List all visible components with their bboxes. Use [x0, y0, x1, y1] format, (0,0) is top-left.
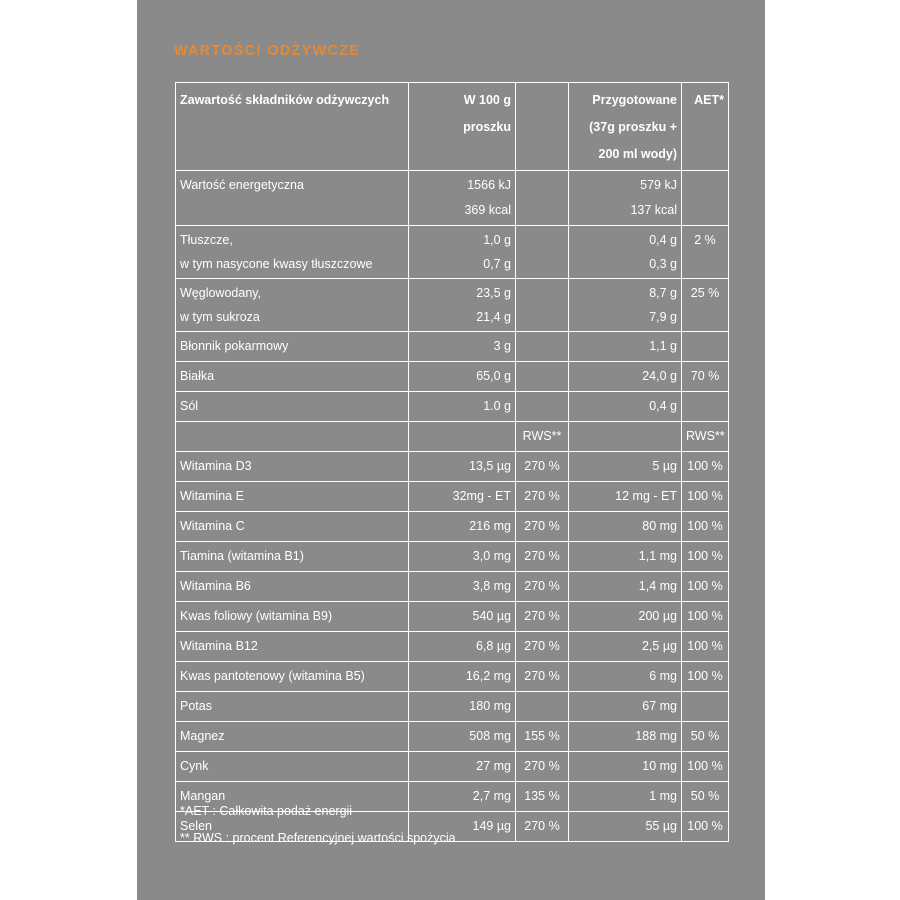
- aet-cell: 100 %: [682, 542, 729, 572]
- per-100g-cell-line: 1.0 g: [483, 399, 511, 413]
- rws-cell: [516, 171, 569, 226]
- aet-cell: 100 %: [682, 602, 729, 632]
- nutrient-name-cell-line: Tiamina (witamina B1): [180, 549, 304, 563]
- prepared-cell: [569, 812, 682, 842]
- table-header-row: [176, 83, 729, 171]
- rws-cell: [516, 362, 569, 392]
- nutrient-name-cell-line: Witamina B12: [180, 639, 258, 653]
- nutrient-name-cell-line: w tym sukroza: [180, 310, 260, 324]
- header-per-100g: [409, 83, 516, 171]
- per-100g-cell: [409, 572, 516, 602]
- per-100g-cell: [409, 279, 516, 332]
- nutrient-name-cell-line: Selen: [180, 819, 212, 833]
- prepared-cell-line: 579 kJ: [640, 178, 677, 192]
- rws-cell: [516, 692, 569, 722]
- per-100g-cell-line: 1566 kJ: [467, 178, 511, 192]
- prepared-cell-line: 24,0 g: [642, 369, 677, 383]
- rws-cell: [516, 392, 569, 422]
- rws-cell: 270 %: [516, 452, 569, 482]
- nutrient-name-cell: [176, 692, 409, 722]
- aet-cell: [682, 332, 729, 362]
- aet-cell: 50 %: [682, 722, 729, 752]
- per-100g-cell-line: 32mg - ET: [452, 489, 511, 503]
- prepared-cell: [569, 452, 682, 482]
- table-row: [176, 662, 729, 692]
- prepared-cell: [569, 171, 682, 226]
- nutrient-name-cell: [176, 512, 409, 542]
- prepared-cell-line: 55 µg: [645, 819, 677, 833]
- nutrient-name-cell: [176, 226, 409, 279]
- rws-cell: [516, 279, 569, 332]
- per-100g-cell-line: 3 g: [493, 339, 511, 353]
- prepared-cell-line: 0,4 g: [649, 233, 677, 247]
- nutrient-name-cell-line: w tym nasycone kwasy tłuszczowe: [180, 257, 373, 271]
- header-prepared: [569, 83, 682, 171]
- per-100g-cell-line: 369 kcal: [464, 203, 511, 217]
- prepared-cell-line: 200 µg: [638, 609, 677, 623]
- prepared-cell: [569, 279, 682, 332]
- prepared-cell: [569, 722, 682, 752]
- rws-cell: RWS**: [516, 422, 569, 452]
- table-row: [176, 362, 729, 392]
- table-row: [176, 332, 729, 362]
- nutrient-name-cell-line: Cynk: [180, 759, 209, 773]
- prepared-cell-line: 6 mg: [649, 669, 677, 683]
- prepared-cell: [569, 422, 682, 452]
- nutrient-name-cell-line: Witamina B6: [180, 579, 251, 593]
- header-prepared-line: Przygotowane: [592, 93, 677, 107]
- rws-cell: 135 %: [516, 782, 569, 812]
- prepared-cell-line: 2,5 µg: [641, 639, 677, 653]
- rws-cell: 270 %: [516, 482, 569, 512]
- nutrition-table: [175, 82, 729, 842]
- nutrient-name-cell: [176, 422, 409, 452]
- nutrient-name-cell-line: Mangan: [180, 789, 226, 803]
- prepared-cell: [569, 692, 682, 722]
- aet-cell: 100 %: [682, 452, 729, 482]
- prepared-cell: [569, 362, 682, 392]
- nutrient-name-cell-line: Kwas pantotenowy (witamina B5): [180, 669, 365, 683]
- header-per-100g-line: W 100 g: [463, 93, 511, 107]
- rws-cell: 270 %: [516, 662, 569, 692]
- per-100g-cell: [409, 752, 516, 782]
- nutrient-name-cell-line: Witamina D3: [180, 459, 252, 473]
- aet-cell: 100 %: [682, 632, 729, 662]
- prepared-cell-line: 1,1 mg: [638, 549, 677, 563]
- prepared-cell: [569, 602, 682, 632]
- per-100g-cell-line: 21,4 g: [476, 310, 511, 324]
- rws-cell: 270 %: [516, 632, 569, 662]
- aet-cell: 25 %: [682, 279, 729, 332]
- header-nutrient: Zawartość składników odżywczych: [176, 83, 409, 171]
- rws-cell: 270 %: [516, 602, 569, 632]
- per-100g-cell: [409, 512, 516, 542]
- per-100g-cell: [409, 226, 516, 279]
- nutrient-name-cell: [176, 752, 409, 782]
- nutrient-name-cell-line: Tłuszcze,: [180, 233, 233, 247]
- header-per-100g-line: proszku: [463, 120, 511, 134]
- prepared-cell-line: 7,9 g: [649, 310, 677, 324]
- prepared-cell: [569, 392, 682, 422]
- nutrient-name-cell: [176, 452, 409, 482]
- prepared-cell: [569, 572, 682, 602]
- nutrient-name-cell-line: Błonnik pokarmowy: [180, 339, 289, 353]
- nutrient-name-cell-line: Witamina E: [180, 489, 244, 503]
- aet-cell: 100 %: [682, 812, 729, 842]
- header-prepared-line: (37g proszku +: [589, 120, 677, 134]
- nutrient-name-cell: [176, 362, 409, 392]
- table-row: [176, 722, 729, 752]
- prepared-cell: [569, 662, 682, 692]
- table-row: [176, 482, 729, 512]
- nutrient-name-cell: [176, 332, 409, 362]
- table-body: [176, 171, 729, 842]
- header-rws: [516, 83, 569, 171]
- per-100g-cell-line: 3,0 mg: [472, 549, 511, 563]
- prepared-cell: [569, 542, 682, 572]
- aet-cell: [682, 171, 729, 226]
- prepared-cell-line: 80 mg: [642, 519, 677, 533]
- rws-cell: 270 %: [516, 752, 569, 782]
- per-100g-cell-line: 1,0 g: [483, 233, 511, 247]
- aet-cell: 100 %: [682, 512, 729, 542]
- nutrient-name-cell-line: Magnez: [180, 729, 225, 743]
- per-100g-cell-line: 23,5 g: [476, 286, 511, 300]
- aet-cell: 2 %: [682, 226, 729, 279]
- footnote-aet: *AET : Całkowita podaż energii: [180, 804, 353, 818]
- nutrient-name-cell: [176, 392, 409, 422]
- prepared-cell-line: 1 mg: [649, 789, 677, 803]
- table-row: [176, 171, 729, 226]
- prepared-cell: [569, 632, 682, 662]
- aet-cell: 100 %: [682, 662, 729, 692]
- nutrient-name-cell: [176, 482, 409, 512]
- aet-cell: 70 %: [682, 362, 729, 392]
- per-100g-cell: [409, 171, 516, 226]
- table-row: [176, 542, 729, 572]
- aet-cell: 50 %: [682, 782, 729, 812]
- prepared-cell-line: 0,3 g: [649, 257, 677, 271]
- per-100g-cell-line: 2,7 mg: [472, 789, 511, 803]
- rws-cell: 270 %: [516, 812, 569, 842]
- prepared-cell-line: 8,7 g: [649, 286, 677, 300]
- prepared-cell: [569, 226, 682, 279]
- prepared-cell: [569, 332, 682, 362]
- per-100g-cell: [409, 662, 516, 692]
- per-100g-cell: [409, 692, 516, 722]
- per-100g-cell-line: 508 mg: [469, 729, 511, 743]
- rws-cell: 270 %: [516, 512, 569, 542]
- prepared-cell: [569, 752, 682, 782]
- aet-cell: 100 %: [682, 572, 729, 602]
- per-100g-cell-line: 149 µg: [472, 819, 511, 833]
- per-100g-cell-line: 27 mg: [476, 759, 511, 773]
- table-row: [176, 752, 729, 782]
- per-100g-cell-line: 13,5 µg: [469, 459, 511, 473]
- rws-cell: 270 %: [516, 572, 569, 602]
- prepared-cell-line: 1,4 mg: [638, 579, 677, 593]
- prepared-cell-line: 67 mg: [642, 699, 677, 713]
- footnotes: [180, 798, 456, 852]
- prepared-cell-line: 5 µg: [652, 459, 677, 473]
- table-row: [176, 512, 729, 542]
- aet-cell: 100 %: [682, 752, 729, 782]
- per-100g-cell: [409, 362, 516, 392]
- nutrient-name-cell-line: Sól: [180, 399, 199, 413]
- nutrient-name-cell: [176, 279, 409, 332]
- table-row: [176, 572, 729, 602]
- prepared-cell-line: 188 mg: [635, 729, 677, 743]
- table-row: [176, 392, 729, 422]
- table-row: [176, 692, 729, 722]
- per-100g-cell-line: 216 mg: [469, 519, 511, 533]
- rws-cell: 155 %: [516, 722, 569, 752]
- per-100g-cell-line: 0,7 g: [483, 257, 511, 271]
- prepared-cell: [569, 782, 682, 812]
- per-100g-cell-line: 180 mg: [469, 699, 511, 713]
- nutrient-name-cell: [176, 542, 409, 572]
- per-100g-cell: [409, 632, 516, 662]
- per-100g-cell: [409, 602, 516, 632]
- per-100g-cell-line: 16,2 mg: [465, 669, 511, 683]
- per-100g-cell-line: 65,0 g: [476, 369, 511, 383]
- prepared-cell-line: 137 kcal: [630, 203, 677, 217]
- nutrient-name-cell-line: Witamina C: [180, 519, 245, 533]
- per-100g-cell-line: 3,8 mg: [472, 579, 511, 593]
- per-100g-cell: [409, 422, 516, 452]
- table-row: [176, 632, 729, 662]
- per-100g-cell-line: 6,8 µg: [475, 639, 511, 653]
- aet-cell: 100 %: [682, 482, 729, 512]
- table-row: [176, 422, 729, 452]
- prepared-cell-line: 0,4 g: [649, 399, 677, 413]
- nutrient-name-cell: [176, 722, 409, 752]
- nutrient-name-cell: [176, 572, 409, 602]
- prepared-cell-line: 1,1 g: [649, 339, 677, 353]
- prepared-cell: [569, 482, 682, 512]
- aet-cell: [682, 692, 729, 722]
- nutrient-name-cell: [176, 662, 409, 692]
- nutrient-name-cell: [176, 632, 409, 662]
- table-row: [176, 602, 729, 632]
- prepared-cell-line: 10 mg: [642, 759, 677, 773]
- nutrient-name-cell-line: Węglowodany,: [180, 286, 262, 300]
- prepared-cell: [569, 512, 682, 542]
- nutrient-name-cell-line: Potas: [180, 699, 212, 713]
- aet-cell: RWS**: [682, 422, 729, 452]
- per-100g-cell: [409, 392, 516, 422]
- nutrient-name-cell-line: Kwas foliowy (witamina B9): [180, 609, 333, 623]
- footnote-rws: ** RWS : procent Referencyjnej wartości spożycia: [180, 831, 456, 845]
- rws-cell: [516, 226, 569, 279]
- header-aet: AET*: [682, 83, 729, 171]
- per-100g-cell-line: 540 µg: [472, 609, 511, 623]
- nutrient-name-cell: [176, 171, 409, 226]
- rws-cell: [516, 332, 569, 362]
- table-row: [176, 452, 729, 482]
- per-100g-cell: [409, 722, 516, 752]
- per-100g-cell: [409, 482, 516, 512]
- header-prepared-line: 200 ml wody): [598, 147, 677, 161]
- rws-cell: 270 %: [516, 542, 569, 572]
- per-100g-cell: [409, 452, 516, 482]
- table-row: [176, 279, 729, 332]
- section-heading: WARTOŚCI ODŻYWCZE: [174, 42, 361, 59]
- table-row: [176, 226, 729, 279]
- per-100g-cell: [409, 542, 516, 572]
- nutrient-name-cell-line: Wartość energetyczna: [180, 178, 304, 192]
- aet-cell: [682, 392, 729, 422]
- per-100g-cell: [409, 332, 516, 362]
- nutrient-name-cell: [176, 602, 409, 632]
- nutrient-name-cell-line: Białka: [180, 369, 215, 383]
- prepared-cell-line: 12 mg - ET: [615, 489, 677, 503]
